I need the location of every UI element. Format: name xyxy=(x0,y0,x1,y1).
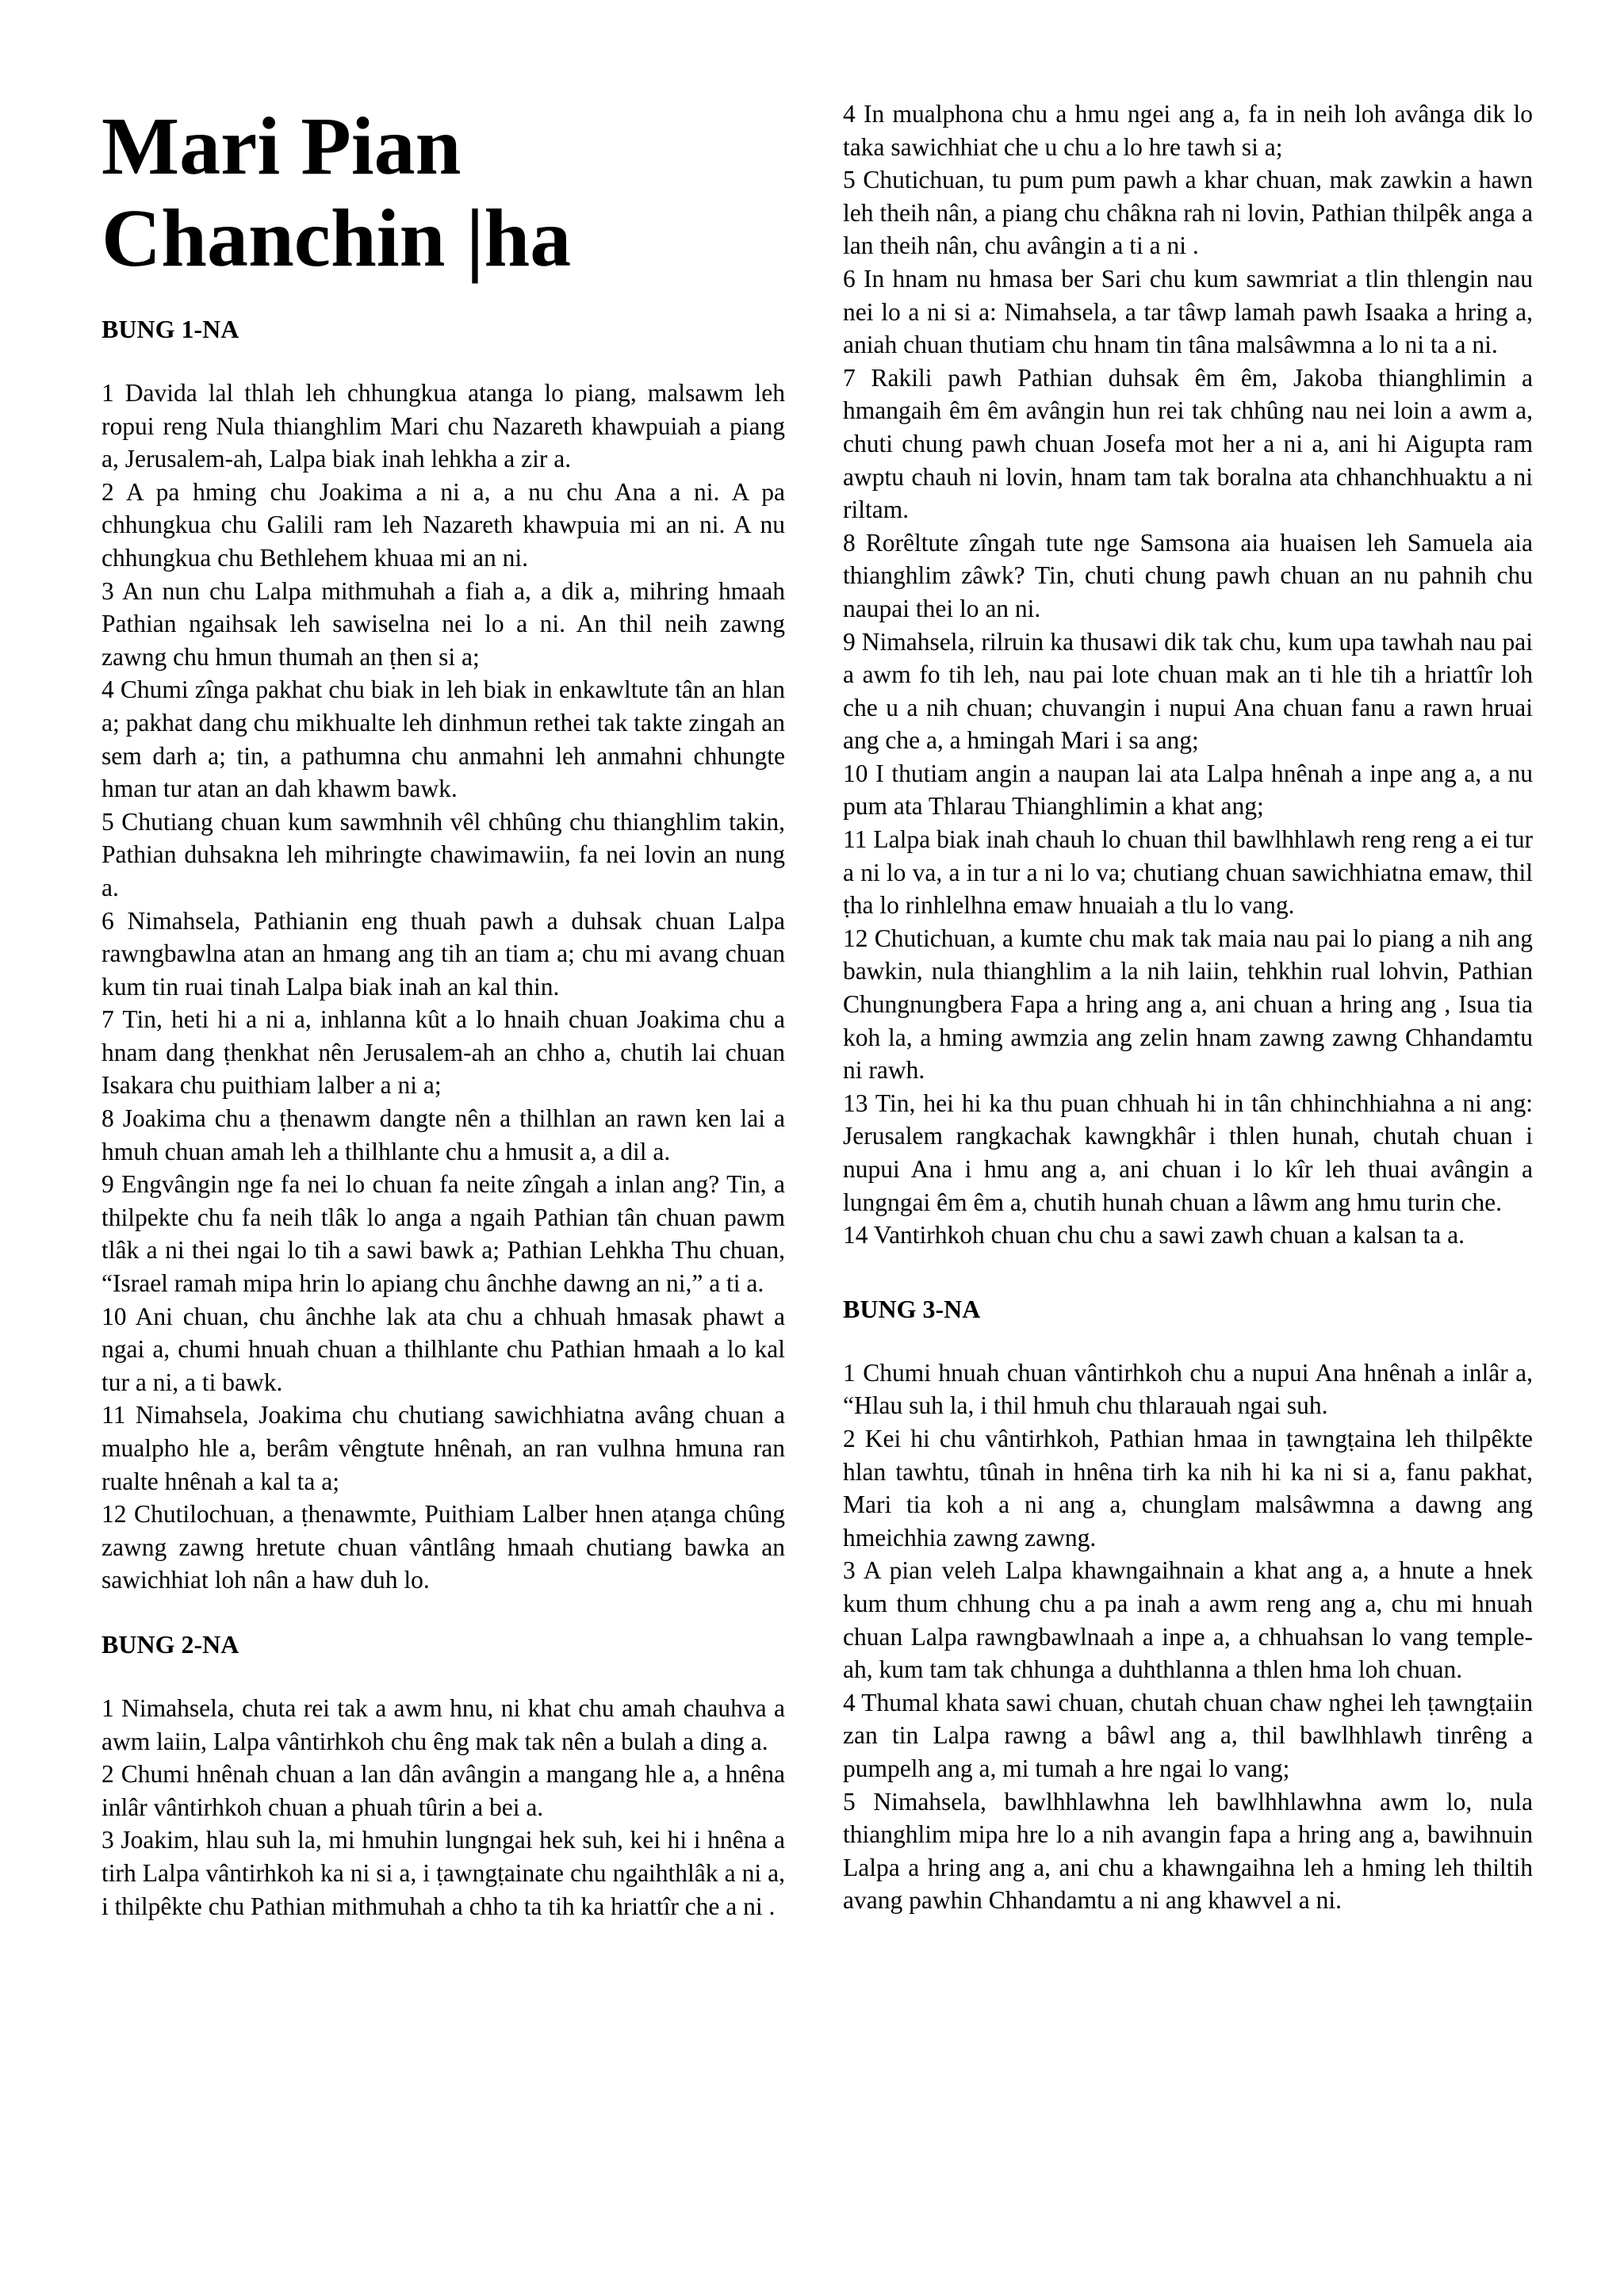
chapter-3-verse-5: 5 Nimahsela, bawlhhlawhna leh bawlhhlawhna awm lo, nula thianghlim mipa hre lo a nih avangin fapa a hring ang a, bawihnuin Lalpa a hring ang a, ani chu a khawngaihna leh a hming leh thiltih avang pawhin Chhandamtu a ni ang khawvel a ni. xyxy=(843,1787,1533,1915)
chapter-1-verse-7: 7 Tin, heti hi a ni a, inhlanna kût a lo hnaih chuan Joakima chu a hnam dang ṭhenkhat nên Jerusalem-ah an chho a, chutih lai chuan Isakara chu puithiam lalber a ni a; xyxy=(102,1005,785,1100)
chapter-1-verse-2: 2 A pa hming chu Joakima a ni a, a nu chu Ana a ni. A pa chhungkua chu Galili ram leh Nazareth khawpuia mi an ni. A nu chhungkua chu Bethlehem khuaa mi an ni. xyxy=(102,477,785,572)
chapter-2-verse-12: 12 Chutichuan, a kumte chu mak tak maia nau pai lo piang a nih ang bawkin, nula thianghlim a la nih laiin, tehkhin rual lohvin, Pathian Chungnungbera Fapa a hring ang a, ani chuan a hring ang , Isua tia koh la, a hming awmzia ang zelin hnam zawng zawng Chhandamtu ni rawh. xyxy=(843,924,1533,1085)
chapter-2-verse-13: 13 Tin, hei hi ka thu puan chhuah hi in tân chhinchhiahna a ni ang: Jerusalem rangkachak kawngkhâr i thlen hunah, chutah chuan i nupui Ana i hmu ang a, ani chuan i lo kîr leh thuai avângin a lungngai êm êm a, chutih hunah chuan a lâwm ang hmu turin che. xyxy=(843,1089,1533,1216)
chapter-2-verse-4: 4 In mualphona chu a hmu ngei ang a, fa in neih loh avânga dik lo taka sawichhiat che u chu a lo hre tawh si a; xyxy=(843,100,1533,161)
chapter-3-verse-4: 4 Thumal khata sawi chuan, chutah chuan chaw nghei leh ṭawngṭaiin zan tin Lalpa rawng a bâwl ang a, thil bawlhhlawh tinrêng a pumpelh ang a, mi tumah a hre ngai lo vang; xyxy=(843,1688,1533,1782)
right-column xyxy=(843,0,1533,1917)
chapter-1-verse-11: 11 Nimahsela, Joakima chu chutiang sawichhiatna avâng chuan a mualpho hle a, berâm vêngtute hnênah, an ran vulhna hmuna ran rualte hnênah a kal ta a; xyxy=(102,1401,785,1495)
chapter-2-verse-9: 9 Nimahsela, rilruin ka thusawi dik tak chu, kum upa tawhah nau pai a awm fo tih leh, nau pai lote chuan mak an ti hle tih a hriattîr loh che u a nih chuan; chuvangin i nupui Ana chuan fanu a rawn hruai ang che a, a hmingah Mari i sa ang; xyxy=(843,627,1533,755)
chapter-2-verse-10: 10 I thutiam angin a naupan lai ata Lalpa hnênah a inpe ang a, a nu pum ata Thlarau Thianghlimin a khat ang; xyxy=(843,759,1533,821)
chapter-2-verse-1: 1 Nimahsela, chuta rei tak a awm hnu, ni khat chu amah chauhva a awm laiin, Lalpa vântirhkoh chu êng mak tak nên a bulah a ding a. xyxy=(102,1693,785,1755)
chapter-3-verse-2: 2 Kei hi chu vântirhkoh, Pathian hmaa in ṭawngṭaina leh thilpêkte hlan tawhtu, tûnah in hnêna tirh ka nih hi ka ni si a, fanu pakhat, Mari tia koh a ni ang a, chunglam malsâwmna a dawng ang hmeichhia zawng zawng. xyxy=(843,1424,1533,1552)
chapter-2-verse-8: 8 Rorêltute zîngah tute nge Samsona aia huaisen leh Samuela aia thianghlim zâwk? Tin, chuti chung pawh chuan an nu pahnih chu naupai thei lo an ni. xyxy=(843,528,1533,622)
chapter-1-heading: BUNG 1-NA xyxy=(102,315,239,343)
chapter-2-heading: BUNG 2-NA xyxy=(102,1629,239,1659)
chapter-2-verse-2: 2 Chumi hnênah chuan a lan dân avângin a mangang hle a, a hnêna inlâr vântirhkoh chuan a phuah tûrin a bei a. xyxy=(102,1760,785,1821)
chapter-2-verse-7: 7 Rakili pawh Pathian duhsak êm êm, Jakoba thianghlimin a hmangaih êm êm avângin hun rei tak chhûng nau nei loin a awm a, chuti chung pawh chuan Josefa mot her a ni a, ani hi Aigupta ram awptu chauh ni lovin, hnam tam tak boralna ata chhanchhuaktu a ni riltam. xyxy=(843,363,1533,524)
chapter-1-verse-9: 9 Engvângin nge fa nei lo chuan fa neite zîngah a inlan ang? Tin, a thilpekte chu fa neih tlâk lo anga a ngaih Pathian tân chuan pawm tlâk a ni thei ngai lo tih a sawi bawk a; Pathian Lehkha Thu chuan, “Israel ramah mipa hrin lo apiang chu ânchhe dawng an ni,” a ti a. xyxy=(102,1170,785,1298)
chapter-3-verse-3: 3 A pian veleh Lalpa khawngaihnain a khat ang a, a hnute a hnek kum thum chhung chu a pa inah a awm reng ang a, chu mi hnuah chuan Lalpa rawngbawlnaah a inpe a, a chhuahsan lo vang temple-ah, kum tam tak chhunga a duhthlanna a thlen hma loh chuan. xyxy=(843,1556,1533,1684)
chapter-2-verse-3: 3 Joakim, hlau suh la, mi hmuhin lungngai hek suh, kei hi i hnêna a tirh Lalpa vântirhkoh ka ni si a, i ṭawngṭainate chu ngaihthlâk a ni a, i thilpêkte chu Pathian mithmuhah a chho ta tih ka hriattîr che a ni . xyxy=(102,1826,785,1920)
chapter-3-verse-1: 1 Chumi hnuah chuan vântirhkoh chu a nupui Ana hnênah a inlâr a, “Hlau suh la, i thil hmuh chu thlarauah ngai suh. xyxy=(843,1358,1533,1420)
chapter-3-heading: BUNG 3-NA xyxy=(843,1294,981,1323)
chapter-1-verse-10: 10 Ani chuan, chu ânchhe lak ata chu a chhuah hmasak phawt a ngai a, chumi hnuah chuan a thilhlante chu Pathian hmaah a lo kal tur a ni, a ti bawk. xyxy=(102,1302,785,1396)
chapter-2-verse-5: 5 Chutichuan, tu pum pum pawh a khar chuan, mak zawkin a hawn leh theih nân, a piang chu châkna rah ni lovin, Pathian thilpêk anga a lan theih nân, chu avângin a ti a ni . xyxy=(843,166,1533,260)
chapter-2-verse-6: 6 In hnam nu hmasa ber Sari chu kum sawmriat a tlin thlengin nau nei lo a ni si a: Nimahsela, a tar tâwp lamah pawh Isaaka a hring a, aniah chuan thutiam chu hnam tin tâna malsâwmna a lo ni ta a ni. xyxy=(843,264,1533,359)
chapter-1-verse-3: 3 An nun chu Lalpa mithmuhah a fiah a, a dik a, mihring hmaah Pathian ngaihsak leh sawiselna nei lo a ni. An thil neih zawng zawng chu hmun thumah an ṭhen si a; xyxy=(102,576,785,671)
chapter-1-verse-4: 4 Chumi zînga pakhat chu biak in leh biak in enkawltute tân an hlan a; pakhat dang chu mikhualte leh dinhmun rethei tak takte zingah an sem darh a; tin, a pathumna chu anmahni leh anmahni chhungte hman tur atan an dah khawm bawk. xyxy=(102,675,785,803)
chapter-1-verse-1: 1 Davida lal thlah leh chhungkua atanga lo piang, malsawm leh ropui reng Nula thianghlim Mari chu Nazareth khawpuiah a piang a, Jerusalem-ah, Lalpa biak inah lehkha a zir a. xyxy=(102,379,785,473)
chapter-1-verse-8: 8 Joakima chu a ṭhenawm dangte nên a thilhlan an rawn ken lai a hmuh chuan amah leh a thilhlante chu a hmusit a, a dil a. xyxy=(102,1104,785,1165)
document-title: Mari Pian Chanchin |ha xyxy=(102,101,572,284)
chapter-1-verse-12: 12 Chutilochuan, a ṭhenawmte, Puithiam Lalber hnen aṭanga chûng zawng zawng hretute chuan vântlâng hmaah chutiang bawka an sawichhiat loh nân a haw duh lo. xyxy=(102,1500,785,1594)
chapter-2-verse-11: 11 Lalpa biak inah chauh lo chuan thil bawlhhlawh reng reng a ei tur a ni lo va, a in tur a ni lo va; chutiang chuan sawichhiatna emaw, thil ṭha lo rinhlelhna emaw hnuaiah a tlu lo vang. xyxy=(843,825,1533,920)
chapter-2-verse-14: 14 Vantirhkoh chuan chu chu a sawi zawh chuan a kalsan ta a. xyxy=(843,1221,1465,1249)
left-column xyxy=(102,0,785,1923)
chapter-1-verse-5: 5 Chutiang chuan kum sawmhnih vêl chhûng chu thianghlim takin, Pathian duhsakna leh mihringte chawimawiin, fa nei lovin an nung a. xyxy=(102,807,785,901)
chapter-1-verse-6: 6 Nimahsela, Pathianin eng thuah pawh a duhsak chuan Lalpa rawngbawlna atan an hmang ang tih an tiam a; chu mi avang chuan kum tin ruai tinah Lalpa biak inah an kal thin. xyxy=(102,906,785,1001)
